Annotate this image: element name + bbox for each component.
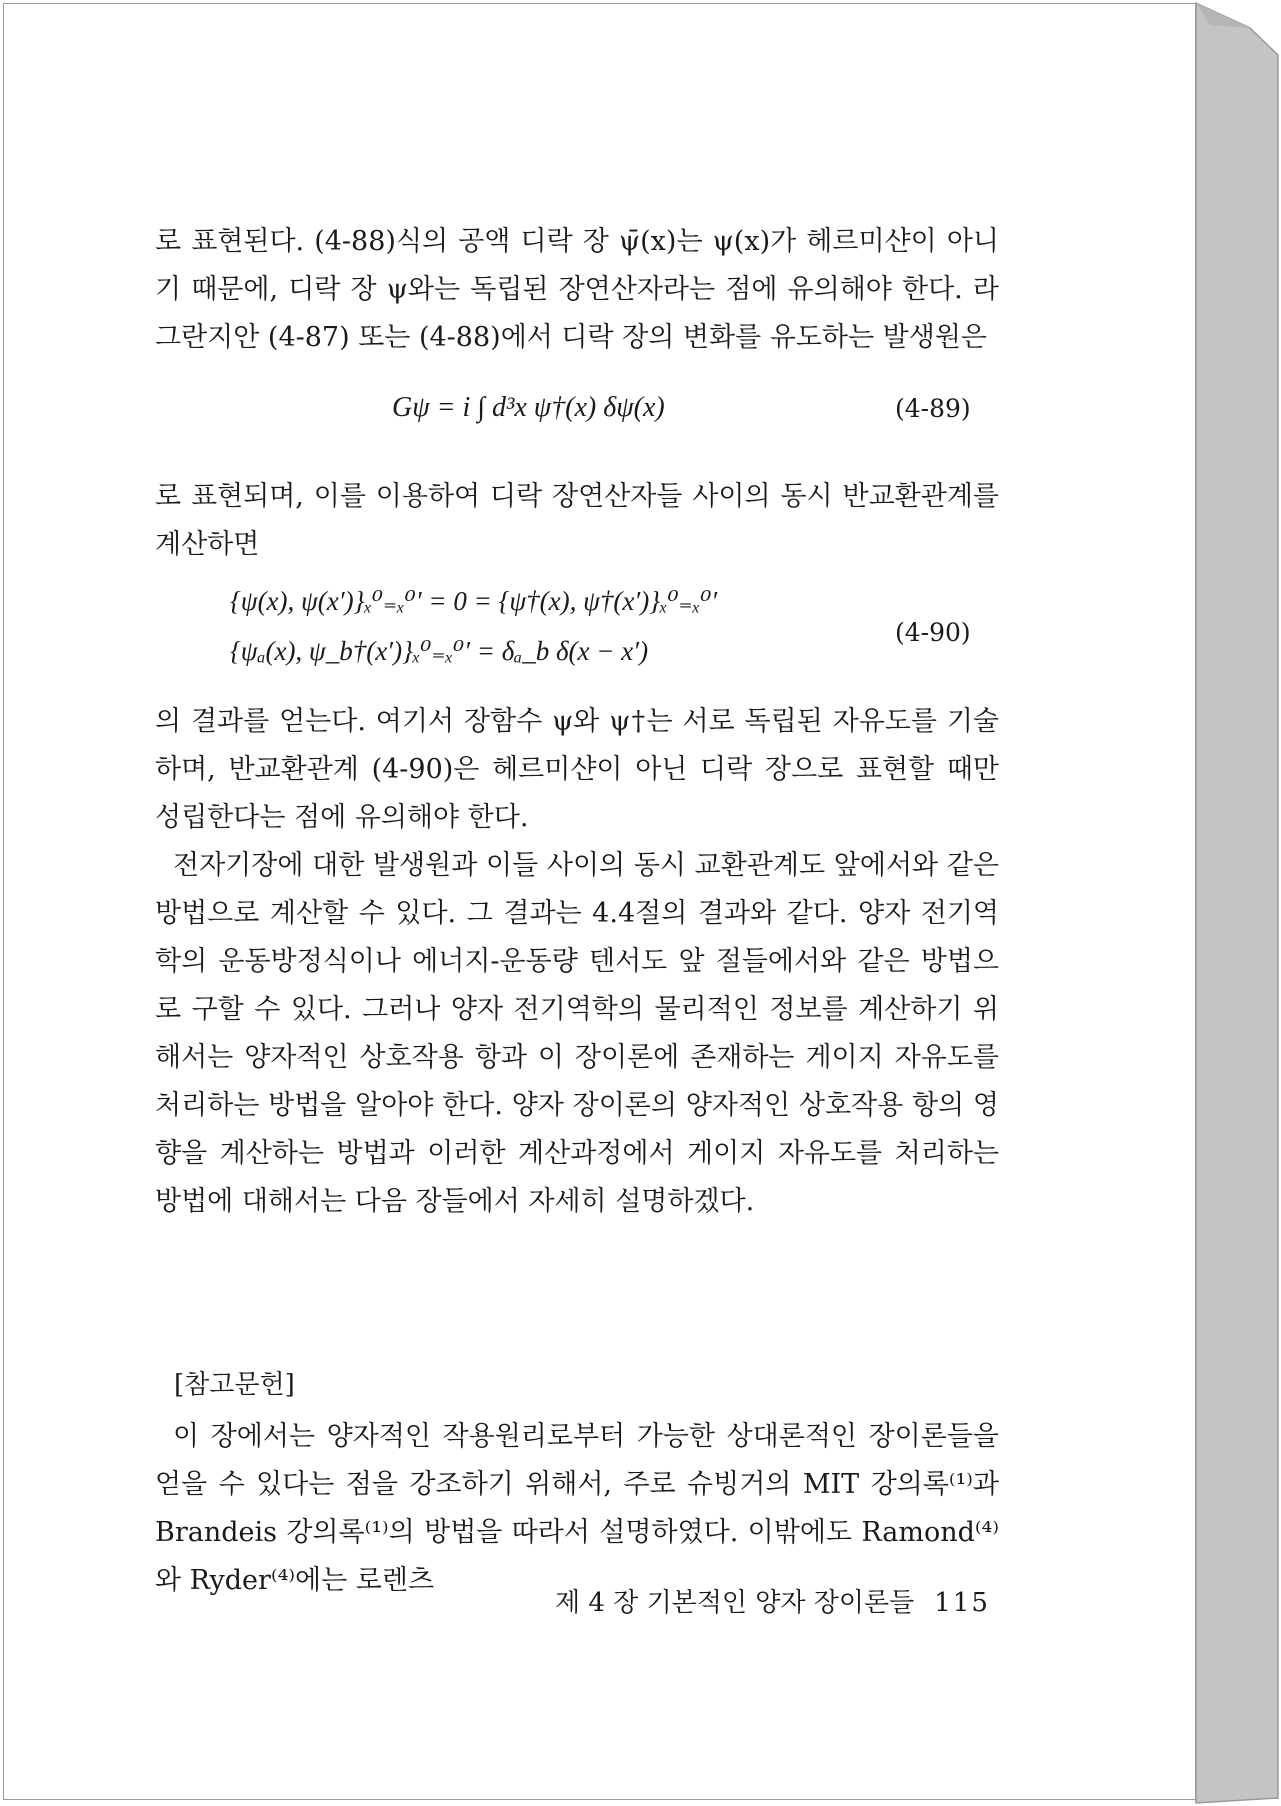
running-chapter-title: 제 4 장 기본적인 양자 장이론들 xyxy=(555,1588,915,1618)
body-paragraph-1 xyxy=(155,218,999,362)
references-paragraph xyxy=(155,1413,999,1605)
page-number: 115 xyxy=(934,1588,990,1618)
paragraph-text: 로 표현되며, 이를 이용하여 디락 장연산자들 사이의 동시 반교환관계를 계산하면 xyxy=(155,481,999,560)
equation-number-4-89: (4-89) xyxy=(895,394,971,423)
equation-4-90-line-1: {ψ(x), ψ(x′)}ₓ⁰₌ₓ⁰′ = 0 = {ψ†(x), ψ†(x′)}ₓ⁰₌ₓ⁰′ xyxy=(230,586,718,616)
body-paragraph-4 xyxy=(155,842,999,1226)
equation-4-89: Gψ = i ∫ d³x ψ†(x) δψ(x) xyxy=(392,392,665,423)
paragraph-text: 의 결과를 얻는다. 여기서 장함수 ψ와 ψ†는 서로 독립된 자유도를 기술하며, 반교환관계 (4-90)은 헤르미샨이 아닌 디락 장으로 표현할 때만 성립한다는 점에 유의해야 한다. xyxy=(155,706,999,833)
equation-4-90-line-2: {ψₐ(x), ψ_b†(x′)}ₓ⁰₌ₓ⁰′ = δₐ_b δ(x − x′) xyxy=(230,636,649,666)
paragraph-text: 전자기장에 대한 발생원과 이들 사이의 동시 교환관계도 앞에서와 같은 방법으로 계산할 수 있다. 그 결과는 4.4절의 결과와 같다. 양자 전기역학의 운동방정식이나 에너지-운동량 텐서도 앞 절들에서와 같은 방법으로 구할 수 있다. 그러나 양자 전기역학의 물리적인 정보를 계산하기 위해서는 양자적인 상호작용 항과 이 장이론에 존재하는 게이지 자유도를 처리하는 방법을 알아야 한다. 양자 장이론의 양자적인 상호작용 항의 영향을 계산하는 방법과 이러한 계산과정에서 게이지 자유도를 처리하는 방법에 대해서는 다음 장들에서 자세히 설명하겠다. xyxy=(155,850,999,1217)
body-paragraph-3 xyxy=(155,698,999,842)
equation-number-4-90: (4-90) xyxy=(895,618,971,647)
body-paragraph-2 xyxy=(155,473,999,569)
page-footer xyxy=(555,1582,990,1619)
references-heading: [참고문헌] xyxy=(174,1370,295,1400)
paragraph-text: 로 표현된다. (4-88)식의 공액 디락 장 ψ̄(x)는 ψ(x)가 헤르미샨이 아니기 때문에, 디락 장 ψ와는 독립된 장연산자라는 점에 유의해야 한다. 라그란지안 (4-87) 또는 (4-88)에서 디락 장의 변화를 유도하는 발생원은 xyxy=(155,226,999,353)
paragraph-text: 이 장에서는 양자적인 작용원리로부터 가능한 상대론적인 장이론들을 얻을 수 있다는 점을 강조하기 위해서, 주로 슈빙거의 MIT 강의록⁽¹⁾과 Brandeis 강의록⁽¹⁾의 방법을 따라서 설명하였다. 이밖에도 Ramond⁽⁴⁾와 Ryder⁽⁴⁾에는 로렌츠 xyxy=(155,1421,999,1596)
